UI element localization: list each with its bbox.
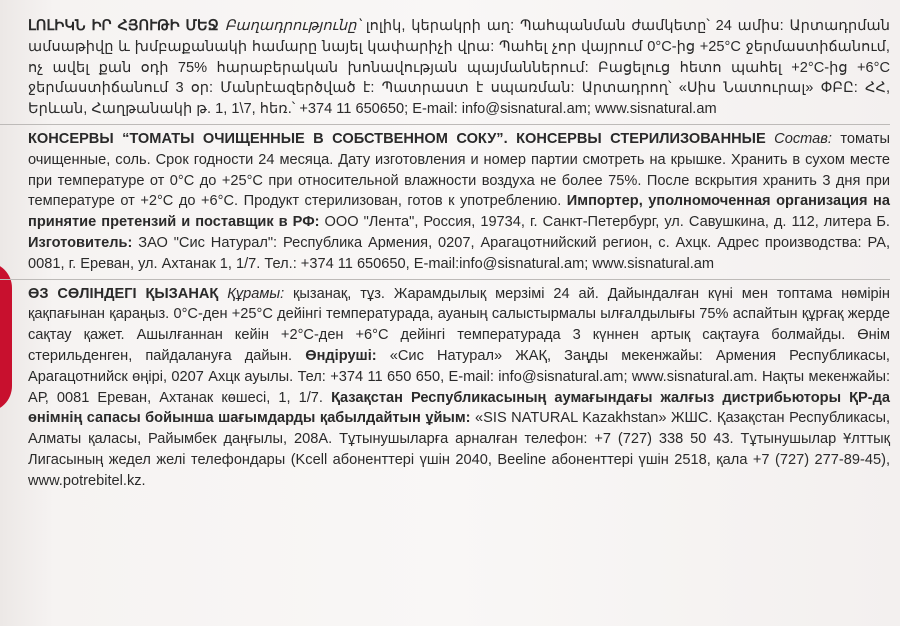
kazakh-composition-label: Құрамы:	[227, 285, 285, 302]
russian-composition-label: Состав:	[774, 130, 832, 147]
kazakh-body: қызанақ, тұз. Жарамдылық мерзімі 24 ай. Дайындалған күні мен топтама нөмірін қақпағынан қараңыз. 0°С-ден +25°С дейінгі температурада, ауаның салыстырмалы ылғалдылығы 75% аспайтын құрғақ жерде сақтау қажет. Ашылғаннан кейін +2°С-ден +6°С дейінгі температурада 3 күннен артық сақтауға болмайды. Өнім стерильденген, пайдалануға дайын.	[28, 285, 890, 364]
kazakh-producer-label: Өндіруші:	[305, 347, 377, 364]
russian-importer: ООО "Лента", Россия, 19734, г. Санкт-Петербург, ул. Савушкина, д. 112, литера Б.	[324, 214, 890, 231]
red-label-edge	[0, 262, 12, 412]
kazakh-section	[28, 284, 890, 492]
kazakh-heading: ӨЗ СӨЛІНДЕГІ ҚЫЗАНАҚ	[28, 285, 219, 302]
armenian-producer: Արտադրող՝ «Սիս Նատուրալ» ՓԲԸ: ՀՀ, Երևան, Հաղթանակի թ. 1, 1\7, հեռ.՝ +374 11 650650; E-mail: info@sisnatural.am;	[28, 80, 891, 118]
armenian-composition-label: Բաղադրությունը՝	[224, 18, 360, 34]
divider	[0, 124, 890, 125]
russian-manufacturer: ЗАО "Сис Натурал": Республика Армения, 0207, Арагацотнийский регион, с. Ахцк. Адрес производства: РА, 0081, г. Ереван, ул. Ахтанак 1, 1/7. Тел.: +374 11 650650, E-mail:info@sisnatural.am; www.sisnatural.am	[28, 234, 890, 272]
russian-heading: КОНСЕРВЫ “ТОМАТЫ ОЧИЩЕННЫЕ В СОБСТВЕННОМ СОКУ”. КОНСЕРВЫ СТЕРИЛИЗОВАННЫЕ	[28, 130, 766, 147]
armenian-body: լոլիկ, կերակրի աղ: Պահպանման ժամկետը՝ 24 ամիս: Արտադրման ամսաթիվը և խմբաքանակի համարը նայել կափարիչի վրա: Պահել չոր վայրում 0°C-ից +25°C ջերմաստիճանում, ոչ ավել քան օդի 75% հարաբերական խոնավության պայմաններում: Բացելուց հետո պահել +2°C-ից +6°C ջերմաստիճանում 3 օր: Մանրէազերծված է: Պատրաստ է սպառման:	[28, 18, 890, 97]
armenian-heading: ԼՈԼԻԿՆ ԻՐ ՀՅՈՒԹԻ ՄԵՋ	[28, 18, 219, 34]
russian-section	[28, 129, 890, 275]
kazakh-distributor-label: Қазақстан Республикасының аумағындағы жалғыз дистрибьюторы ҚР-да өнімнің сапасы бойынша шағымдарды қабылдайтын ұйым:	[28, 389, 890, 427]
kazakh-distributor: «SIS NATURAL Kazakhstan» ЖШС. Қазақстан Республикасы, Алматы қаласы, Райымбек даңғылы, 208А. Тұтынушыларға арналған телефон: +7 (727) 338 50 43. Тұтынушылар Ұлттық Лигасының жедел желі телефондары (Kcell абоненттері үшін 2040, Beeline абоненттері үшін 2518, қала +7 (727) 277-89-45), www.potrebitel.kz.	[28, 410, 891, 489]
product-label	[28, 16, 890, 492]
russian-importer-label: Импортер, уполномоченная организация на принятие претензий и поставщик в РФ:	[28, 193, 890, 231]
kazakh-producer: «Сис Натурал» ЖАҚ, Заңды мекенжайы: Армения Республикасы, Арагацотнийск өңірі, 0207 Ахцк ауылы. Тел: +374 11 650 650, E-mail: info@sisnatural.am; www.sisnatural.am. Нақты мекенжайы: АР, 0081 Ереван, Ахтанак көшесі, 1, 1/7.	[28, 347, 890, 406]
armenian-website: www.sisnatural.am	[594, 101, 717, 118]
russian-body: томаты очищенные, соль. Срок годности 24 месяца. Дату изготовления и номер партии смотреть на крышке. Хранить в сухом месте при температуре от 0°С до +25°С при относительной влажности воздуха не более 75%. После вскрытия хранить 3 дня при температуре от +2°С до +6°С. Продукт стерилизован, готов к употреблению.	[28, 130, 891, 210]
armenian-section	[28, 16, 890, 120]
russian-manufacturer-label: Изготовитель:	[28, 234, 133, 251]
divider	[0, 279, 890, 280]
